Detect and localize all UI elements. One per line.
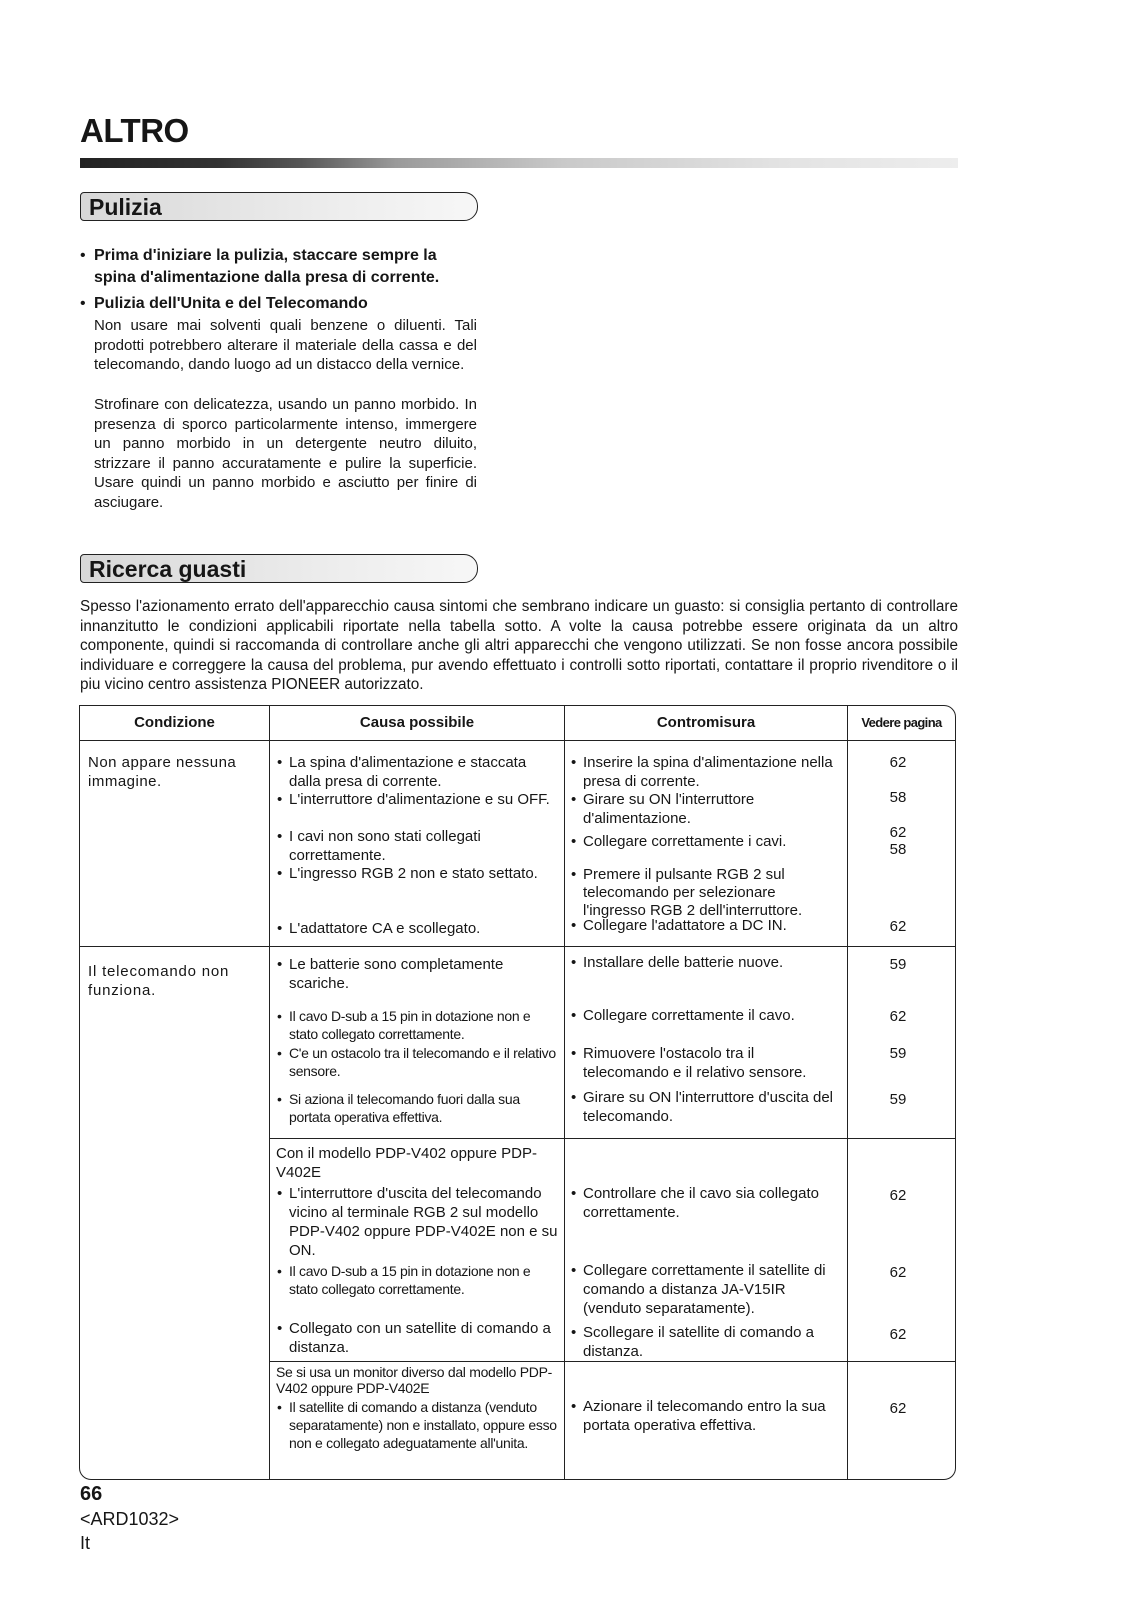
cleaning-paragraph-solvents: Non usare mai solventi quali benzene o diluenti. Tali prodotti potrebbero alterare il materiale della cassa e del telecomando, dando luogo ad un distacco della vernice. bbox=[94, 317, 477, 373]
remedy-output-switch-on: • Girare su ON l'interruttore d'uscita del telecomando. bbox=[571, 1089, 833, 1125]
cause-cables: • I cavi non sono stati collegati correttamente. bbox=[277, 828, 481, 864]
remedy-disconnect-satellite: • Scollegare il satellite di comando a distanza. bbox=[571, 1324, 814, 1360]
remedy-text: Collegare correttamente i cavi. bbox=[583, 833, 787, 850]
cause-text: Le batterie sono completamente scariche. bbox=[289, 956, 504, 992]
cause-text: C'e un ostacolo tra il telecomando e il relativo sensore. bbox=[289, 1045, 556, 1079]
page-ref: 62 bbox=[889, 1008, 907, 1025]
cause-text: Collegato con un satellite di comando a distanza. bbox=[289, 1320, 551, 1356]
page-ref: 62 bbox=[889, 754, 907, 771]
cause-text: Si aziona il telecomando fuori dalla sua portata operativa effettiva. bbox=[289, 1091, 520, 1125]
cause-text: L'interruttore d'uscita del telecomando vicino al terminale RGB 2 sul modello PDP-V402 oppure PDP-V402E non e su ON. bbox=[289, 1185, 558, 1259]
remedy-power-on: • Girare su ON l'interruttore d'alimentazione. bbox=[571, 791, 755, 827]
cleaning-bullet-unit-text: Pulizia dell'Unita e del Telecomando bbox=[94, 295, 368, 312]
troubleshooting-intro: Spesso l'azionamento errato dell'apparecchio causa sintomi che sembrano indicare un guasto: si consiglia pertanto di controllare innanzitutto le condizioni applicabili riportate nella tabella sotto. A volte la causa potrebbe essere originata da un altro componente, quindi si raccomanda di controllare anche gli altri apparecchi che vengono utilizzati. Se non fosse ancora possibile individuare e correggere la causa del problema, pur avendo effettuato i controlli sotto riportati, contattare il proprio rivenditore o il piu vicino centro assistenza PIONEER autorizzato. bbox=[80, 598, 958, 694]
cause-text: L'adattatore CA e scollegato. bbox=[289, 920, 481, 937]
row-divider bbox=[269, 1361, 955, 1362]
header-condition: Condizione bbox=[134, 714, 215, 731]
cleaning-paragraph-wipe: Strofinare con delicatezza, usando un panno morbido. In presenza di sporco particolarmente intenso, immergere un panno morbido in un detergente neutro diluito, strizzare il panno accuratamente e pulire la superficie. Usare quindi un panno morbido e asciutto per finire di asciugare. bbox=[94, 396, 477, 511]
remedy-text: Controllare che il cavo sia collegato correttamente. bbox=[583, 1185, 819, 1221]
section-heading-troubleshooting: Ricerca guasti bbox=[80, 554, 478, 583]
remedy-connect-cable: • Collegare correttamente il cavo. bbox=[571, 1007, 795, 1024]
subcondition-other-monitor: Se si usa un monitor diverso dal modello PDP-V402 oppure PDP-V402E bbox=[276, 1364, 552, 1396]
cleaning-bullet-unplug-text: Prima d'iniziare la pulizia, staccare sempre la spina d'alimentazione dalla presa di corrente. bbox=[94, 247, 440, 286]
remedy-insert-plug: • Inserire la spina d'alimentazione nella presa di corrente. bbox=[571, 754, 833, 790]
col-divider bbox=[269, 706, 270, 1479]
cause-text: Il satellite di comando a distanza (venduto separatamente) non e installato, oppure esso non e collegato adeguatamente all'unita. bbox=[289, 1399, 557, 1451]
document-code: <ARD1032> bbox=[80, 1509, 180, 1529]
cause-dsub-cable: • Il cavo D-sub a 15 pin in dotazione non e stato collegato correttamente. bbox=[277, 1008, 531, 1042]
row-divider bbox=[269, 1138, 955, 1139]
cause-ac-adapter: • L'adattatore CA e scollegato. bbox=[277, 920, 481, 937]
remedy-connect-satellite: • Collegare correttamente il satellite di comando a distanza JA-V15IR (venduto separatamente). bbox=[571, 1262, 826, 1317]
col-divider bbox=[564, 706, 565, 1479]
cause-text: La spina d'alimentazione e staccata dalla presa di corrente. bbox=[289, 754, 527, 790]
remedy-remove-obstacle: • Rimuovere l'ostacolo tra il telecomando e il relativo sensore. bbox=[571, 1045, 807, 1081]
page-title: ALTRO bbox=[80, 112, 189, 149]
remedy-text: Girare su ON l'interruttore d'uscita del telecomando. bbox=[583, 1089, 833, 1125]
cause-output-switch: • L'interruttore d'uscita del telecomando vicino al terminale RGB 2 sul modello PDP-V402 oppure PDP-V402E non e su ON. bbox=[277, 1185, 558, 1259]
page-ref: 62 bbox=[889, 1264, 907, 1281]
header-cause: Causa possibile bbox=[359, 714, 475, 731]
remedy-text: Girare su ON l'interruttore d'alimentazione. bbox=[583, 791, 755, 827]
remedy-text: Collegare l'adattatore a DC IN. bbox=[583, 917, 787, 934]
remedy-new-batteries: • Installare delle batterie nuove. bbox=[571, 954, 784, 971]
remedy-connect-adapter: • Collegare l'adattatore a DC IN. bbox=[571, 917, 787, 934]
page-ref: 62 bbox=[889, 824, 907, 841]
title-rule bbox=[80, 158, 958, 168]
page-ref: 59 bbox=[889, 1045, 907, 1062]
page-ref: 58 bbox=[889, 841, 907, 858]
cause-rgb2: • L'ingresso RGB 2 non e stato settato. bbox=[277, 865, 538, 882]
subcondition-with-pdp-v402: Con il modello PDP-V402 oppure PDP-V402E bbox=[276, 1145, 537, 1181]
remedy-text: Azionare il telecomando entro la sua portata operativa effettiva. bbox=[583, 1398, 826, 1434]
header-divider bbox=[80, 740, 955, 741]
language-code: It bbox=[80, 1533, 91, 1553]
page-ref: 62 bbox=[889, 918, 907, 935]
remedy-text: Scollegare il satellite di comando a distanza. bbox=[583, 1324, 814, 1360]
header-page: Vedere pagina bbox=[861, 715, 942, 730]
page-number: 66 bbox=[80, 1483, 103, 1505]
remedy-press-rgb2: • Premere il pulsante RGB 2 sul telecomando per selezionare l'ingresso RGB 2 dell'interruttore. bbox=[571, 866, 803, 919]
cause-out-of-range: • Si aziona il telecomando fuori dalla sua portata operativa effettiva. bbox=[277, 1091, 520, 1125]
remedy-check-cable: • Controllare che il cavo sia collegato correttamente. bbox=[571, 1185, 819, 1221]
cause-text: L'ingresso RGB 2 non e stato settato. bbox=[289, 865, 538, 882]
cleaning-bullet-unit: • Pulizia dell'Unita e del Telecomando bbox=[80, 295, 368, 312]
remedy-connect-cables: • Collegare correttamente i cavi. bbox=[571, 833, 787, 850]
header-remedy: Contromisura bbox=[656, 714, 756, 731]
cause-plug-unplugged: • La spina d'alimentazione e staccata dalla presa di corrente. bbox=[277, 754, 527, 790]
cause-dsub-cable: • Il cavo D-sub a 15 pin in dotazione non e stato collegato correttamente. bbox=[277, 1263, 531, 1297]
page-ref: 59 bbox=[889, 956, 907, 973]
troubleshooting-table bbox=[79, 705, 956, 1480]
remedy-text: Installare delle batterie nuove. bbox=[583, 954, 784, 971]
cause-text: Il cavo D-sub a 15 pin in dotazione non e stato collegato correttamente. bbox=[289, 1008, 531, 1042]
remedy-text: Inserire la spina d'alimentazione nella presa di corrente. bbox=[583, 754, 833, 790]
cause-obstacle: • C'e un ostacolo tra il telecomando e il relativo sensore. bbox=[277, 1045, 556, 1079]
cause-text: Il cavo D-sub a 15 pin in dotazione non e stato collegato correttamente. bbox=[289, 1263, 531, 1297]
col-divider bbox=[847, 706, 848, 1479]
cause-batteries: • Le batterie sono completamente scariche. bbox=[277, 956, 504, 992]
remedy-text: Collegare correttamente il satellite di comando a distanza JA-V15IR (venduto separatamente). bbox=[583, 1262, 826, 1317]
page-ref: 58 bbox=[889, 789, 907, 806]
remedy-text: Premere il pulsante RGB 2 sul telecomando per selezionare l'ingresso RGB 2 dell'interruttore. bbox=[583, 866, 803, 919]
page-ref: 62 bbox=[889, 1187, 907, 1204]
page-ref: 59 bbox=[889, 1091, 907, 1108]
cause-text: I cavi non sono stati collegati correttamente. bbox=[289, 828, 481, 864]
cleaning-bullet-unplug: • Prima d'iniziare la pulizia, staccare sempre la spina d'alimentazione dalla presa di corrente. bbox=[80, 247, 440, 286]
condition-remote-not-working: Il telecomando non funziona. bbox=[88, 963, 230, 999]
cause-text: L'interruttore d'alimentazione e su OFF. bbox=[289, 791, 550, 808]
page-ref: 62 bbox=[889, 1400, 907, 1417]
cause-power-off: • L'interruttore d'alimentazione e su OFF. bbox=[277, 791, 550, 808]
cause-satellite-not-installed: • Il satellite di comando a distanza (venduto separatamente) non e installato, oppure esso non e collegato adeguatamente all'unita. bbox=[277, 1399, 557, 1451]
row-divider bbox=[80, 946, 955, 947]
page-ref: 62 bbox=[889, 1326, 907, 1343]
section-heading-cleaning: Pulizia bbox=[80, 192, 478, 221]
condition-no-picture: Non appare nessuna immagine. bbox=[88, 754, 237, 790]
remedy-operate-in-range: • Azionare il telecomando entro la sua portata operativa effettiva. bbox=[571, 1398, 826, 1434]
remedy-text: Rimuovere l'ostacolo tra il telecomando e il relativo sensore. bbox=[583, 1045, 807, 1081]
remedy-text: Collegare correttamente il cavo. bbox=[583, 1007, 795, 1024]
cause-satellite-connected: • Collegato con un satellite di comando a distanza. bbox=[277, 1320, 551, 1356]
